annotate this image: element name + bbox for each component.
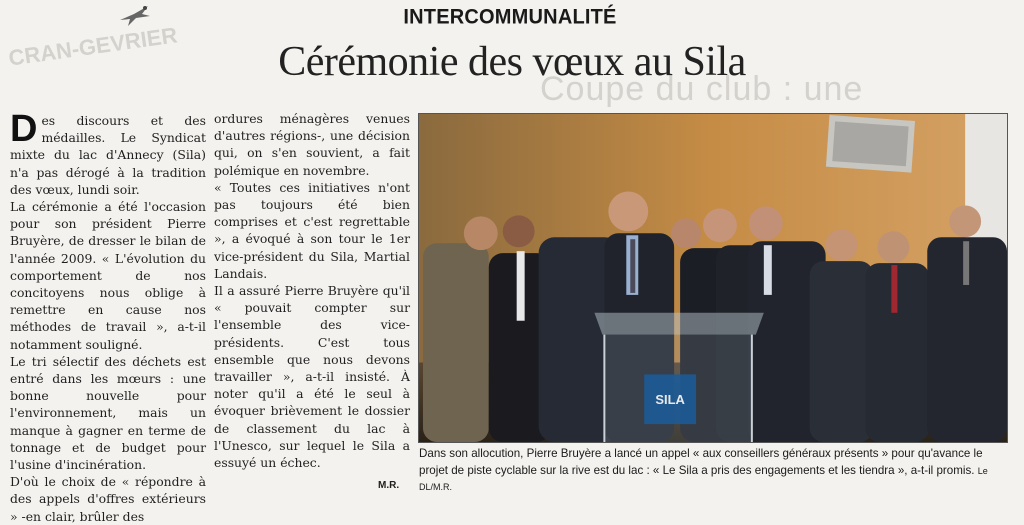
article-paragraph: Le tri sélectif des déchets est entré dans les mœurs : une bonne nouvelle pour l'environnement, mais un manque à gagner en terme de tonnage et de budget pour l'usine d'incinération. <box>10 353 206 473</box>
event-photo <box>418 113 1008 443</box>
article-column-1 <box>10 108 206 525</box>
article-paragraph: ordures ménagères venues d'autres régions-, une décision qui, on s'en souvient, a fait polémique en novembre. <box>214 111 410 178</box>
photo-caption <box>419 446 1013 496</box>
ghost-bleed-left: CRAN-GEVRIER <box>7 22 179 71</box>
ghost-bleed-right: Coupe du club : une <box>540 70 864 108</box>
photo-credit: Le DL/M.R. <box>419 465 988 492</box>
byline: M.R. <box>378 480 400 491</box>
article-paragraph: « Toutes ces initiatives n'ont pas toujours été bien comprises et c'est regrettable », a évoqué à son tour le 1er vice-président du Sila, Martial Landais. <box>214 179 410 281</box>
article-paragraph: D'où le choix de « répondre à des appels d'offres extérieurs » -en clair, brûler des <box>10 474 206 524</box>
caption-text: Dans son allocution, Pierre Bruyère a lancé un appel « aux conseillers généraux présents » pour qu'avance le projet de piste cyclable sur la rive est du lac : « Le Sila a pris des engagements et les tiendra », a-t-il promis. <box>419 447 983 477</box>
podium-logo: SILA <box>655 392 685 408</box>
section-kicker: INTERCOMMUNALITÉ <box>403 5 617 29</box>
drop-cap: D <box>10 108 38 150</box>
bird-logo-icon <box>118 2 152 28</box>
article-paragraph: La cérémonie a été l'occasion pour son président Pierre Bruyère, de dresser le bilan de l'année 2009. « L'évolution du comportement de nos concitoyens nous oblige à remettre en cause nos méthodes de travail », a-t-il notamment souligné. <box>10 199 206 352</box>
headline: Cérémonie des vœux au Sila <box>278 39 746 85</box>
article-paragraph: Il a assuré Pierre Bruyère qu'il « pouvait compter sur l'ensemble des vice-présidents. C'est tous ensemble que nous devons travailler », a-t-il insisté. À noter qu'il a été le seul à évoquer brièvement le dossier de classement du lac à l'Unesco, sur lequel le Sila a essuyé un échec. <box>214 283 410 471</box>
podium <box>594 313 763 442</box>
article-column-2 <box>214 110 410 471</box>
article-paragraph: Des discours et des médailles. Le Syndicat mixte du lac d'Annecy (Sila) n'a pas dérogé à la tradition des vœux, lundi soir. <box>10 108 206 197</box>
